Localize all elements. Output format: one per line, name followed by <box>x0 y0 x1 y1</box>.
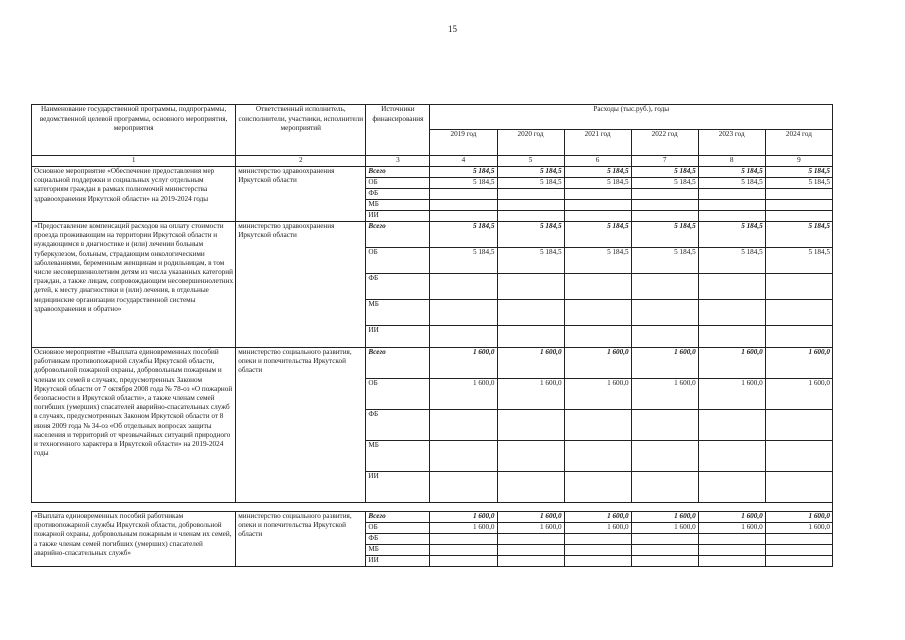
header-year: 2024 год <box>765 130 832 156</box>
source-ii: ИИ <box>366 211 430 222</box>
value-total: 5 184,5 <box>765 167 832 178</box>
program-name: Основное мероприятие «Обеспечение предоставления мер социальной поддержки и социальных услуг отдельным категориям граждан в рамках полномочий министерства здравоохранения Иркутской области» на 2019-2024 годы <box>32 167 236 222</box>
value-total: 5 184,5 <box>430 222 497 248</box>
responsible-executor: министерство социального развития, опеки и попечительства Иркутской области <box>236 512 366 567</box>
column-number: 6 <box>564 156 631 167</box>
value-total: 1 600,0 <box>497 512 564 523</box>
source-mb: МБ <box>366 545 430 556</box>
column-number: 7 <box>631 156 698 167</box>
source-ii: ИИ <box>366 472 430 503</box>
value-ob: 5 184,5 <box>631 248 698 274</box>
source-ob: ОБ <box>366 523 430 534</box>
value-ob: 5 184,5 <box>497 178 564 189</box>
value-ob: 5 184,5 <box>564 178 631 189</box>
value-total: 1 600,0 <box>631 348 698 379</box>
value-total: 1 600,0 <box>765 348 832 379</box>
header-name: Наименование государственной программы, подпрограммы, ведомственной целевой программы, основного мероприятия, мероприятия <box>32 105 236 156</box>
responsible-executor: министерство здравоохранения Иркутской области <box>236 222 366 348</box>
column-number: 9 <box>765 156 832 167</box>
value-total: 1 600,0 <box>564 348 631 379</box>
header-year: 2020 год <box>497 130 564 156</box>
value-total: 1 600,0 <box>631 512 698 523</box>
value-ob: 1 600,0 <box>765 379 832 410</box>
value-ob: 1 600,0 <box>564 379 631 410</box>
column-number: 3 <box>366 156 430 167</box>
header-responsible: Ответственный исполнитель, соисполнители, участники, исполнители мероприятий <box>236 105 366 156</box>
value-total: 5 184,5 <box>698 222 765 248</box>
column-number: 8 <box>698 156 765 167</box>
source-total: Всего <box>366 222 430 248</box>
responsible-executor: министерство здравоохранения Иркутской области <box>236 167 366 222</box>
value-ob: 5 184,5 <box>698 248 765 274</box>
source-total: Всего <box>366 348 430 379</box>
value-ob: 5 184,5 <box>430 248 497 274</box>
budget-table <box>31 104 833 567</box>
value-ob: 5 184,5 <box>698 178 765 189</box>
source-fb: ФБ <box>366 534 430 545</box>
column-number: 4 <box>430 156 497 167</box>
column-number: 2 <box>236 156 366 167</box>
source-mb: МБ <box>366 200 430 211</box>
value-total: 1 600,0 <box>698 348 765 379</box>
source-ii: ИИ <box>366 326 430 348</box>
column-number: 5 <box>497 156 564 167</box>
value-total: 5 184,5 <box>631 167 698 178</box>
value-ob: 1 600,0 <box>430 523 497 534</box>
source-mb: МБ <box>366 441 430 472</box>
value-ob: 5 184,5 <box>497 248 564 274</box>
value-ob: 5 184,5 <box>564 248 631 274</box>
value-total: 1 600,0 <box>765 512 832 523</box>
value-ob: 1 600,0 <box>497 379 564 410</box>
value-ob: 1 600,0 <box>430 379 497 410</box>
value-ob: 1 600,0 <box>631 379 698 410</box>
source-fb: ФБ <box>366 189 430 200</box>
header-year: 2019 год <box>430 130 497 156</box>
value-ob: 1 600,0 <box>765 523 832 534</box>
value-total: 5 184,5 <box>698 167 765 178</box>
value-total: 1 600,0 <box>430 512 497 523</box>
value-total: 5 184,5 <box>765 222 832 248</box>
value-ob: 5 184,5 <box>430 178 497 189</box>
responsible-executor: министерство социального развития, опеки и попечительства Иркутской области <box>236 348 366 503</box>
value-total: 5 184,5 <box>430 167 497 178</box>
source-mb: МБ <box>366 300 430 326</box>
source-fb: ФБ <box>366 274 430 300</box>
header-sources: Источники финансирования <box>366 105 430 156</box>
program-name: «Выплата единовременных пособий работникам противопожарной службы Иркутской области, добровольной пожарной охраны, добровольным пожарным и членам их семей, а также членам семей погибших (умерших) спасателей аварийно-спасательных служб» <box>32 512 236 567</box>
value-ob: 1 600,0 <box>564 523 631 534</box>
page-number: 15 <box>448 24 457 34</box>
value-total: 5 184,5 <box>631 222 698 248</box>
program-name: Основное мероприятие «Выплата единовременных пособий работникам противопожарной службы Иркутской области, добровольной пожарной охраны, добровольным пожарным и членам их семей в случаях, предусмотренных Законом Иркутской области от 7 октября 2008 года № 78-оз «О пожарной безопасности в Иркутской области», а также членам семей погибших (умерших) спасателей аварийно-спасательных служб в случаях, предусмотренных Законом Иркутской области от 8 июня 2009 года № 34-оз «Об отдельных вопросах защиты населения и территорий от чрезвычайных ситуаций природного и техногенного характера в Иркутской области» на 2019-2024 годы <box>32 348 236 503</box>
source-ii: ИИ <box>366 556 430 567</box>
source-total: Всего <box>366 167 430 178</box>
value-total: 1 600,0 <box>698 512 765 523</box>
value-ob: 5 184,5 <box>765 178 832 189</box>
value-total: 5 184,5 <box>497 222 564 248</box>
source-ob: ОБ <box>366 379 430 410</box>
header-year: 2021 год <box>564 130 631 156</box>
value-total: 5 184,5 <box>564 222 631 248</box>
column-number: 1 <box>32 156 236 167</box>
source-ob: ОБ <box>366 178 430 189</box>
value-total: 5 184,5 <box>497 167 564 178</box>
header-year: 2022 год <box>631 130 698 156</box>
source-ob: ОБ <box>366 248 430 274</box>
value-ob: 1 600,0 <box>698 523 765 534</box>
value-ob: 1 600,0 <box>631 523 698 534</box>
value-total: 1 600,0 <box>430 348 497 379</box>
header-year: 2023 год <box>698 130 765 156</box>
header-expenses: Расходы (тыс.руб.), годы <box>430 105 833 130</box>
source-total: Всего <box>366 512 430 523</box>
value-ob: 1 600,0 <box>497 523 564 534</box>
value-total: 1 600,0 <box>497 348 564 379</box>
value-ob: 5 184,5 <box>765 248 832 274</box>
value-ob: 1 600,0 <box>698 379 765 410</box>
value-total: 1 600,0 <box>564 512 631 523</box>
program-name: «Предоставление компенсаций расходов на оплату стоимости проезда проживающим на территории Иркутской области и нуждающимся в диагностике и (или) лечении больным туберкулезом, больным, страдающим онкологическими заболеваниями, беременным женщинам и родильницам, в том числе несовершеннолетним детям из числа указанных категорий граждан, а также лицам, сопровождающим несовершеннолетних детей, к месту диагностики и (или) лечения, в отдельные медицинские организации государственной системы здравоохранения и обратно» <box>32 222 236 348</box>
source-fb: ФБ <box>366 410 430 441</box>
value-total: 5 184,5 <box>564 167 631 178</box>
value-ob: 5 184,5 <box>631 178 698 189</box>
